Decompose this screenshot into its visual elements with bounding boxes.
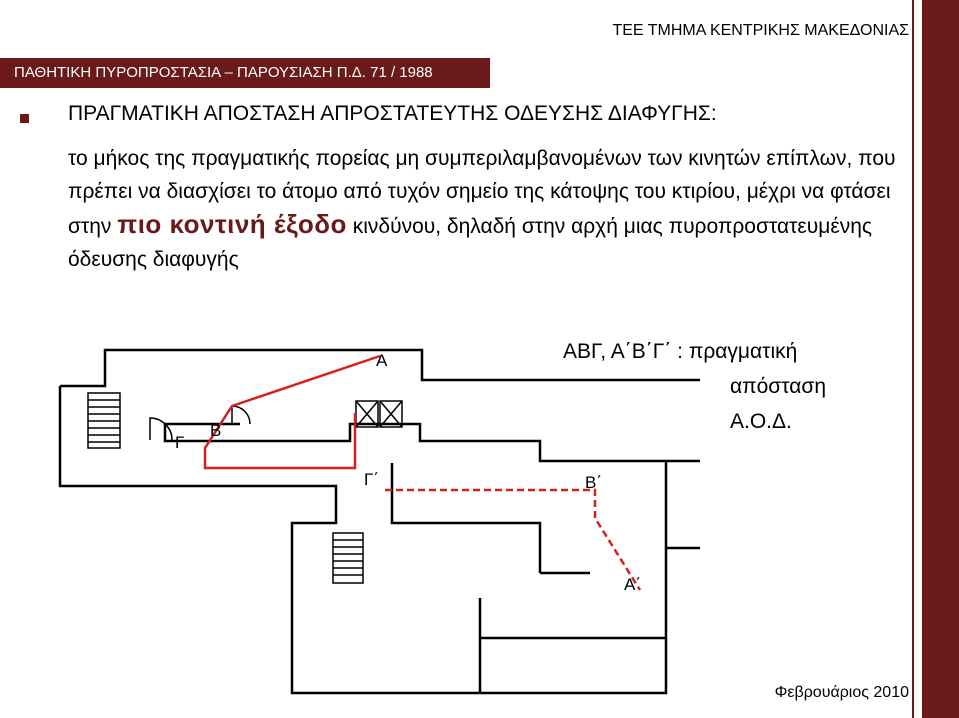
legend-line-1: ΑΒΓ, Α΄Β΄Γ΄ : πραγματική — [563, 340, 798, 363]
right-accent-line — [912, 0, 914, 718]
stairs-lower-icon — [333, 533, 363, 583]
plan-label-g: Γ — [175, 433, 185, 452]
definition-emphasis: πιο κοντινή έξοδο — [117, 209, 347, 239]
footer-date: Φεβρουάριος 2010 — [774, 684, 909, 701]
legend-line-2: απόσταση — [730, 375, 827, 398]
escape-path-lower — [385, 490, 640, 590]
stairs-upper-icon — [88, 393, 120, 448]
plan-wall-lower — [392, 463, 540, 573]
legend-line-3: Α.Ο.Δ. — [730, 410, 792, 433]
organization-title: ΤΕΕ ΤΜΗΜΑ ΚΕΝΤΡΙΚΗΣ ΜΑΚΕΔΟΝΙΑΣ — [612, 22, 909, 39]
definition-text — [68, 142, 908, 276]
square-bullet-icon — [20, 114, 29, 123]
floor-plan-diagram — [0, 318, 700, 698]
plan-label-g-prime: Γ΄ — [364, 470, 380, 489]
right-accent-bar — [922, 0, 959, 718]
plan-label-b: Β — [210, 421, 222, 440]
plan-label-b-prime: Β΄ — [585, 473, 602, 492]
definition-part1: το μήκος της πραγματικής πορείας μη συμπεριλαμβανομένων των κινητών επίπλων, που πρέπει να διασχίσει το άτομο από τυχόν σημείο της κάτοψης του κτιρίου, μέχρι να φτάσει στην — [68, 147, 896, 238]
header-band — [0, 58, 490, 88]
plan-wall-inner — [165, 424, 700, 461]
plan-label-a: Α — [376, 351, 388, 370]
header-band-text: ΠΑΘΗΤΙΚΗ ΠΥΡΟΠΡΟΣΤΑΣΙΑ – ΠΑΡΟΥΣΙΑΣΗ Π.Δ. 71 / 1988 — [14, 64, 433, 81]
plan-wall-outer — [60, 386, 700, 693]
slide-heading: ΠΡΑΓΜΑΤΙΚΗ ΑΠΟΣΤΑΣΗ ΑΠΡΟΣΤΑΤΕΥΤΗΣ ΟΔΕΥΣΗΣ ΔΙΑΦΥΓΗΣ: — [68, 102, 717, 125]
plan-label-a-prime: Α΄ — [624, 575, 641, 594]
definition-part2: κινδύνου, δηλαδή στην αρχή μιας πυροπροστατευμένης όδευσης διαφυγής — [68, 215, 872, 271]
